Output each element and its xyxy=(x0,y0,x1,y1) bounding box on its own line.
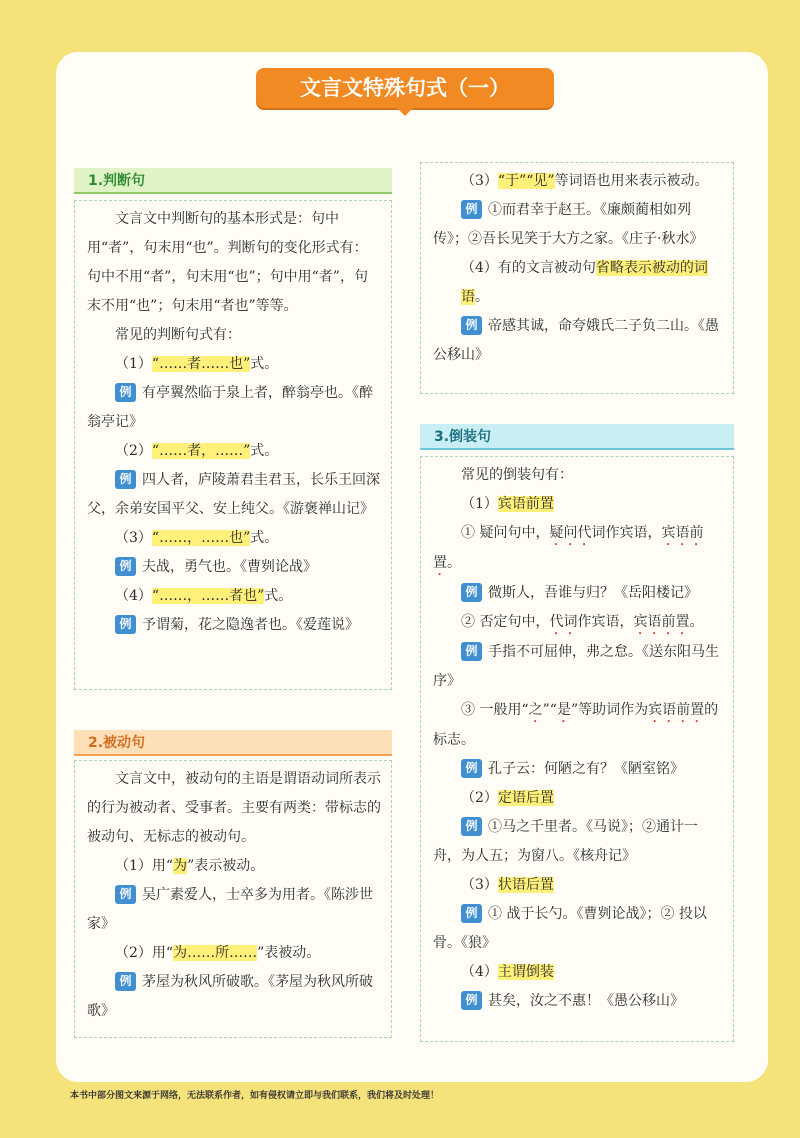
section-inversion-box xyxy=(420,456,734,1042)
title-pointer xyxy=(395,106,415,116)
section-passive-continued-box xyxy=(420,162,734,394)
example-badge: 例 xyxy=(461,904,482,923)
title-banner xyxy=(256,68,554,116)
copyright-footer: 本书中部分图文来源于网络，无法联系作者，如有侵权请立即与我们联系，我们将及时处理！ xyxy=(70,1091,440,1101)
example-badge: 例 xyxy=(461,316,482,335)
section-judgment-box xyxy=(74,200,392,690)
inversion-item-3: （3）状语后置 xyxy=(461,877,554,893)
passive-example-3: 例 ①而君幸于赵王。《廉颇蔺相如列传》；②吾长见笑于大方之家。《庄子·秋水》 xyxy=(433,202,704,247)
example-badge: 例 xyxy=(115,972,136,991)
example-badge: 例 xyxy=(115,557,136,576)
passive-example-1: 例 吴广素爱人，士卒多为用者。《陈涉世家》 xyxy=(87,887,373,932)
judgment-example-2: 例 四人者，庐陵萧君圭君玉，长乐王回深父，余弟安国平父、安上纯父。《游褒禅山记》 xyxy=(87,472,380,517)
page-title: 文言文特殊句式（一） xyxy=(256,68,554,108)
inversion-example-5: 例 ① 战于长勺。《曹刿论战》；② 投以骨。《狼》 xyxy=(433,906,707,951)
section-passive-box xyxy=(74,760,392,1038)
inversion-item-1: （1）宾语前置 xyxy=(461,496,554,512)
example-badge: 例 xyxy=(461,583,482,602)
passive-example-4: 例 帝感其诚，命夸娥氏二子负二山。《愚公移山》 xyxy=(433,318,719,363)
example-badge: 例 xyxy=(115,470,136,489)
section-judgment-head: 1.判断句 xyxy=(74,168,392,194)
inversion-intro: 常见的倒装句有： xyxy=(461,467,573,483)
inversion-item-2: （2）定语后置 xyxy=(461,790,554,806)
judgment-example-3: 例 夫战，勇气也。《曹刿论战》 xyxy=(87,553,381,582)
inversion-example-4: 例 ①马之千里者。《马说》；②通计一舟，为人五；为窗八。《核舟记》 xyxy=(433,819,698,864)
passive-intro: 文言文中，被动句的主语是谓语动词所表示的行为被动者、受事者。主要有两类：带标志的被动句、无标志的被动句。 xyxy=(87,771,381,845)
inversion-example-6: 例 甚矣，汝之不惠！《愚公移山》 xyxy=(433,987,723,1016)
judgment-common: 常见的判断句式有： xyxy=(115,327,241,343)
section-inversion-head: 3.倒装句 xyxy=(420,424,734,450)
example-badge: 例 xyxy=(461,200,482,219)
passive-item-1: （1）用“为”表示被动。 xyxy=(115,858,265,874)
inversion-rule-3: ③ 一般用“之”“是”等助词作为宾语前置的标志。 xyxy=(433,702,719,748)
inversion-rule-2: ② 否定句中，代词作宾语，宾语前置。 xyxy=(461,614,704,630)
inversion-item-4: （4）主谓倒装 xyxy=(461,964,554,980)
judgment-intro: 文言文中判断句的基本形式是：句中用“者”，句末用“也”。判断句的变化形式有：句中不用“者”，句末用“也”；句中用“者”，句末不用“也”；句末用“者也”等等。 xyxy=(87,211,368,314)
inversion-rule-1: ① 疑问句中，疑问代词作宾语，宾语前置。 xyxy=(433,525,704,571)
inversion-example-2: 例 手指不可屈伸，弗之怠。《送东阳马生序》 xyxy=(433,644,719,689)
example-badge: 例 xyxy=(461,991,482,1010)
inversion-example-3: 例 孔子云：何陋之有？《陋室铭》 xyxy=(433,755,723,784)
judgment-item-3: （3）“……，……也”式。 xyxy=(115,530,279,546)
inversion-example-1: 例 微斯人，吾谁与归？《岳阳楼记》 xyxy=(433,579,723,608)
example-badge: 例 xyxy=(461,642,482,661)
passive-example-2: 例 茅屋为秋风所破歌。《茅屋为秋风所破歌》 xyxy=(87,974,373,1019)
judgment-example-4: 例 予谓菊，花之隐逸者也。《爱莲说》 xyxy=(87,611,381,640)
example-badge: 例 xyxy=(115,615,136,634)
passive-item-2: （2）用“为……所……”表被动。 xyxy=(115,945,321,961)
judgment-item-4: （4）“……，……者也”式。 xyxy=(115,588,293,604)
judgment-item-1: （1）“……者……也”式。 xyxy=(115,356,279,372)
passive-item-4: （4）有的文言被动句省略表示被动的词语。 xyxy=(461,260,708,305)
section-passive-head: 2.被动句 xyxy=(74,730,392,756)
example-badge: 例 xyxy=(115,383,136,402)
judgment-example-1: 例 有亭翼然临于泉上者，醉翁亭也。《醉翁亭记》 xyxy=(87,385,373,430)
judgment-item-2: （2）“……者，……”式。 xyxy=(115,443,279,459)
example-badge: 例 xyxy=(461,817,482,836)
example-badge: 例 xyxy=(115,885,136,904)
example-badge: 例 xyxy=(461,759,482,778)
passive-item-3: （3）“于”“见”等词语也用来表示被动。 xyxy=(461,173,709,189)
